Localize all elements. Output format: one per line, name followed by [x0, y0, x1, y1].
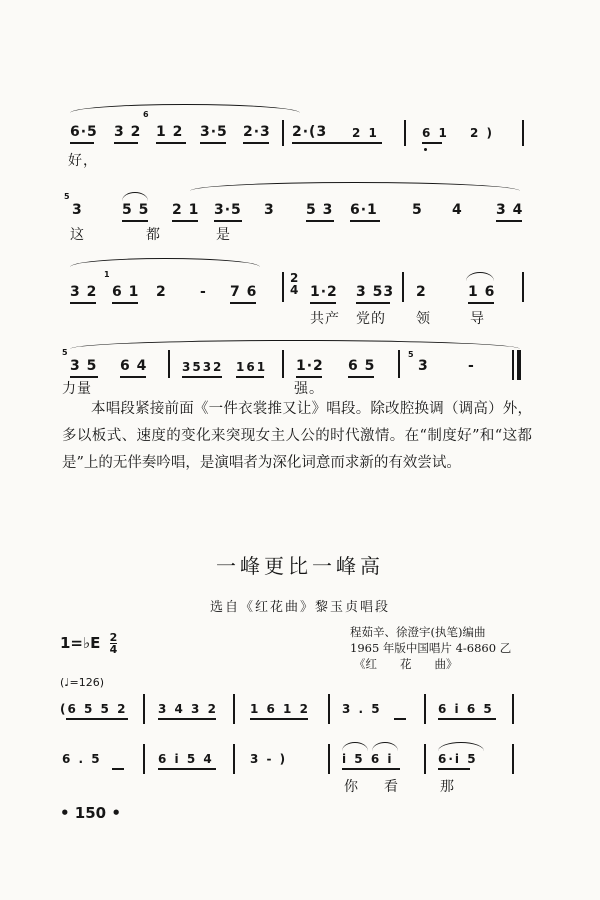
note-group: 7 6 [230, 284, 258, 300]
phrase-slur [190, 182, 520, 191]
lyric: 你 [344, 779, 359, 795]
barline [282, 272, 284, 302]
phrase-slur [70, 104, 300, 113]
lyric: 导 [470, 311, 485, 327]
underline [350, 220, 380, 222]
lyric: 这 [70, 227, 85, 243]
key-label: 1=♭E [60, 634, 101, 652]
note-group: 2 1 [172, 202, 200, 218]
underline [468, 302, 494, 304]
barline [512, 694, 514, 724]
underline [438, 718, 496, 720]
underline [120, 376, 146, 378]
underline [172, 220, 198, 222]
barline [328, 744, 330, 774]
lyric: 那 [440, 779, 455, 795]
underline [156, 142, 186, 144]
note-group: 6 i 5 4 [158, 752, 214, 766]
note-group: 3 53 [356, 284, 395, 300]
credit-record: 1965 年版中国唱片 4-6860 乙 [350, 641, 512, 655]
note-group: 1 6 [468, 284, 496, 300]
note-group: (6 5 5 2 [60, 702, 128, 716]
note-group: 3 4 3 2 [158, 702, 218, 716]
barline [143, 744, 145, 774]
barline [424, 694, 426, 724]
grace-note: 6 [143, 110, 149, 119]
underline [342, 768, 400, 770]
note-group: 3 2 [114, 124, 142, 140]
lyric: 共产 [310, 311, 340, 327]
underline [114, 142, 138, 144]
barline [424, 744, 426, 774]
grace-note: 1 [104, 270, 110, 279]
note-group: 3·5 [214, 202, 242, 218]
lyric: 都 [146, 227, 161, 243]
note-group: 3 [264, 202, 275, 218]
underline [112, 302, 138, 304]
commentary-paragraph: 本唱段紧接前面《一件衣裳推又让》唱段。除改腔换调（调高）外，多以板式、速度的变化来突现女主人公的时代激情。在“制度好”和“这都是”上的无伴奏吟唱，是演唱者为深化词意而求新的有效尝试。 [62, 401, 532, 471]
note-group: - [200, 284, 207, 300]
note-group: - [468, 358, 475, 374]
note-group: 3 4 [496, 202, 524, 218]
underline [70, 302, 96, 304]
note-group: 6 i 6 5 [438, 702, 494, 716]
barline [512, 744, 514, 774]
note-group: 6 1 [422, 126, 449, 140]
underline [356, 302, 390, 304]
underline [250, 718, 308, 720]
lyric: 党的 [356, 311, 386, 327]
lyric: 领 [416, 311, 431, 327]
barline [282, 350, 284, 378]
note-group: 4 [452, 202, 463, 218]
slur [122, 192, 148, 201]
low-dot [424, 148, 427, 151]
slur [438, 742, 484, 751]
underline [394, 718, 406, 720]
slur [466, 272, 494, 281]
barline [522, 120, 524, 146]
barline [233, 744, 235, 774]
note-group: 2·(3 [292, 124, 328, 140]
underline [496, 220, 522, 222]
underline [200, 142, 226, 144]
underline [230, 302, 256, 304]
page-number: • 150 • [60, 804, 121, 822]
note-group: 3 [418, 358, 429, 374]
note-group: 1·2 [310, 284, 338, 300]
lyric: 力量 [62, 381, 92, 397]
note-group: 3 [72, 202, 83, 218]
song-time-signature [110, 632, 118, 655]
note-group: 3 - ) [250, 752, 288, 766]
time-bottom: 4 [109, 643, 118, 656]
grace-note: 5 [408, 350, 414, 359]
grace-note: 5 [62, 348, 68, 357]
underline [122, 220, 148, 222]
lyric: 好， [68, 153, 98, 169]
credit-source: 《红 花 曲》 [354, 657, 458, 671]
time-signature: 2 4 [290, 271, 301, 297]
song-credits [350, 624, 511, 672]
barline [402, 272, 404, 302]
credit-arranger: 程茹辛、徐澄宇(执笔)编曲 [350, 625, 486, 639]
key-signature [60, 632, 117, 655]
note-group: 6 1 [112, 284, 140, 300]
underline [112, 768, 124, 770]
underline [310, 302, 336, 304]
note-group: 2·3 [243, 124, 271, 140]
note-group: i 5 6 i [342, 752, 394, 766]
underline [158, 718, 216, 720]
barline [143, 694, 145, 724]
note-group: 3 . 5 [342, 702, 382, 716]
tempo-marking: (♩=126) [60, 676, 104, 689]
final-barline [517, 350, 521, 380]
note-group: 2 [156, 284, 167, 300]
underline [438, 768, 470, 770]
underline [214, 220, 242, 222]
note-group: 6·1 [350, 202, 378, 218]
note-group: 3532 [182, 360, 224, 374]
barline [233, 694, 235, 724]
note-group: 3 2 [70, 284, 98, 300]
note-group: 6·i 5 [438, 752, 478, 766]
underline [182, 376, 222, 378]
underline [158, 768, 216, 770]
barline [512, 350, 514, 380]
note-group: 5 5 [122, 202, 150, 218]
barline [282, 120, 284, 146]
note-group: 2 ) [470, 126, 495, 140]
note-group: 3 5 [70, 358, 98, 374]
underline [70, 142, 94, 144]
note-group: 6 4 [120, 358, 148, 374]
slur [372, 742, 398, 751]
underline [348, 376, 374, 378]
underline [236, 376, 264, 378]
underline [243, 142, 269, 144]
note-group: 6 . 5 [62, 752, 102, 766]
note-group: 1·2 [296, 358, 324, 374]
underline [422, 142, 442, 144]
underline [66, 718, 128, 720]
underline [292, 142, 382, 144]
lyric: 看 [384, 779, 399, 795]
time-top: 2 [109, 631, 118, 644]
note-group: 1 2 [156, 124, 184, 140]
lyric: 是 [216, 227, 231, 243]
grace-note: 5 [64, 192, 70, 201]
slur [342, 742, 368, 751]
note-group: 161 [236, 360, 268, 374]
note-group: 2 1 [352, 126, 379, 140]
barline [168, 350, 170, 378]
song-subtitle: 选自《红花曲》黎玉贞唱段 [209, 600, 390, 615]
barline [522, 272, 524, 302]
barline [398, 350, 400, 378]
note-group: 6·5 [70, 124, 98, 140]
note-group: 5 [412, 202, 423, 218]
barline [404, 120, 406, 146]
note-group: 3·5 [200, 124, 228, 140]
phrase-slur [70, 340, 520, 349]
underline [306, 220, 334, 222]
lyric: 强。 [294, 381, 324, 397]
note-group: 2 [416, 284, 427, 300]
note-group: 6 5 [348, 358, 376, 374]
note-group: 5 3 [306, 202, 334, 218]
phrase-slur [70, 258, 260, 267]
barline [328, 694, 330, 724]
song-title: 一峰更比一峰高 [216, 554, 384, 578]
note-group: 1 6 1 2 [250, 702, 310, 716]
